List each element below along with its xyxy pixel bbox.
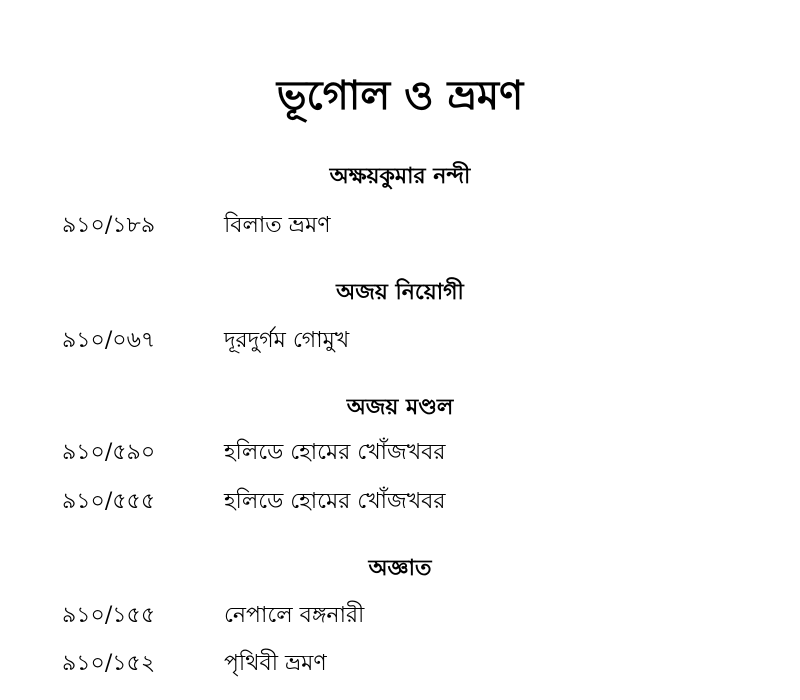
author-heading: অক্ষয়কুমার নন্দী bbox=[329, 163, 471, 189]
catalog-entry bbox=[62, 435, 446, 471]
catalog-entry bbox=[62, 646, 327, 682]
catalog-entry bbox=[62, 323, 349, 359]
call-number: ৯১০/০৬৭ bbox=[62, 328, 156, 353]
call-number: ৯১০/১৫৫ bbox=[62, 603, 156, 628]
book-title: হলিডে হোমের খোঁজখবর bbox=[224, 440, 446, 465]
call-number: ৯১০/১৮৯ bbox=[62, 213, 156, 238]
book-title: হলিডে হোমের খোঁজখবর bbox=[224, 489, 446, 514]
book-title: পৃথিবী ভ্রমণ bbox=[224, 651, 327, 676]
page-title: ভূগোল ও ভ্রমণ bbox=[276, 72, 524, 119]
catalog-entry bbox=[62, 208, 331, 244]
book-title: নেপালে বঙ্গনারী bbox=[224, 603, 365, 628]
author-heading: অজ্ঞাত bbox=[368, 555, 432, 581]
book-title: দূরদুর্গম গোমুখ bbox=[224, 328, 350, 353]
book-title: বিলাত ভ্রমণ bbox=[224, 213, 331, 238]
catalog-entry bbox=[62, 598, 364, 634]
catalog-entry bbox=[62, 484, 446, 520]
author-heading: অজয় নিয়োগী bbox=[336, 279, 464, 305]
call-number: ৯১০/৫৫৫ bbox=[62, 489, 156, 514]
call-number: ৯১০/১৫২ bbox=[62, 651, 156, 676]
call-number: ৯১০/৫৯০ bbox=[62, 440, 156, 465]
author-heading: অজয় মণ্ডল bbox=[346, 394, 454, 420]
